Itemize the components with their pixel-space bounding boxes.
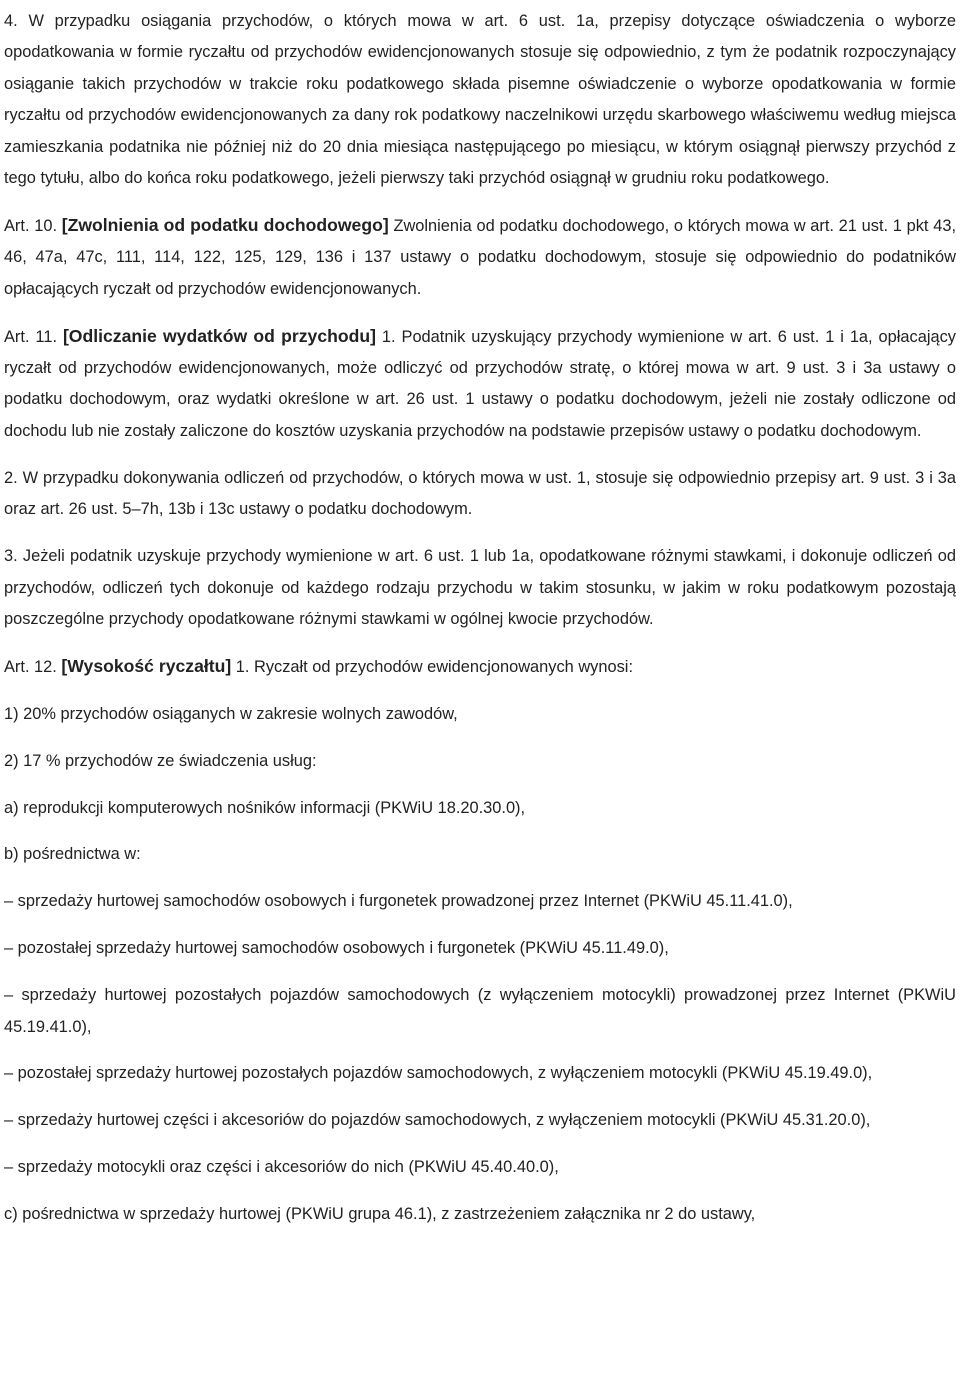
article-number: Art. 12. [4, 657, 57, 676]
article-text: 1. Ryczałt od przychodów ewidencjonowanych wynosi: [235, 657, 633, 676]
article-number: Art. 11. [4, 327, 57, 346]
paragraph-art11-2: 2. W przypadku dokonywania odliczeń od przychodów, o których mowa w ust. 1, stosuje się odpowiednio przepisy art. 9 ust. 3 i 3a oraz art. 26 ust. 5–7h, 13b i 13c ustawy o podatku dochodowym. [4, 468, 956, 519]
article-10 [4, 210, 956, 305]
article-text: 1. Podatnik uzyskujący przychody wymienione w art. 6 ust. 1 i 1a, opłacający ryczałt od przychodów ewidencjonowanych, może odliczyć od przychodów stratę, o której mowa w art. 9 ust. 3 i 3a ustawy o podatku dochodowym, oraz wydatki określone w art. 26 ust. 1 ustawy o podatku dochodowym, jeżeli nie zostały odliczone od dochodu lub nie zostały zaliczone do kosztów uzyskania przychodów na podstawie przepisów ustawy o podatku dochodowym. [4, 327, 956, 440]
list-item-1: 1) 20% przychodów osiąganych w zakresie wolnych zawodów, [4, 704, 458, 723]
article-11 [4, 321, 956, 448]
list-item-a: a) reprodukcji komputerowych nośników informacji (PKWiU 18.20.30.0), [4, 798, 526, 817]
article-heading: [Wysokość ryczałtu] [61, 655, 232, 676]
article-heading: [Odliczanie wydatków od przychodu] [62, 325, 376, 346]
article-heading: [Zwolnienia od podatku dochodowego] [61, 214, 389, 235]
list-dash-item: – sprzedaży hurtowej samochodów osobowych i furgonetek prowadzonej przez Internet (PKWiU 45.11.41.0), [4, 892, 793, 911]
paragraph-art11-3: 3. Jeżeli podatnik uzyskuje przychody wymienione w art. 6 ust. 1 lub 1a, opodatkowane różnymi stawkami, i dokonuje odliczeń od przychodów, odliczeń tych dokonuje od każdego rodzaju przychodu w takim stosunku, w jakim w roku podatkowym pozostają poszczególne przychody opodatkowane różnymi stawkami w ogólnej kwocie przychodów. [4, 547, 956, 628]
list-item-b: b) pośrednictwa w: [4, 845, 141, 864]
list-dash-item: – sprzedaży motocykli oraz części i akcesoriów do nich (PKWiU 45.40.40.0), [4, 1158, 559, 1177]
article-number: Art. 10. [4, 216, 58, 235]
list-dash-item: – pozostałej sprzedaży hurtowej pozostałych pojazdów samochodowych, z wyłączeniem motocykli (PKWiU 45.19.49.0), [4, 1064, 873, 1083]
list-item-c: c) pośrednictwa w sprzedaży hurtowej (PKWiU grupa 46.1), z zastrzeżeniem załącznika nr 2 do ustawy, [4, 1205, 756, 1224]
article-12 [4, 651, 956, 683]
list-dash-item: – pozostałej sprzedaży hurtowej samochodów osobowych i furgonetek (PKWiU 45.11.49.0), [4, 939, 669, 958]
list-dash-item: – sprzedaży hurtowej pozostałych pojazdów samochodowych (z wyłączeniem motocykli) prowadzonej przez Internet (PKWiU 45.19.41.0), [4, 986, 956, 1036]
article-text: Zwolnienia od podatku dochodowego, o których mowa w art. 21 ust. 1 pkt 43, 46, 47a, 47c, 111, 114, 122, 125, 129, 136 i 137 ustawy o podatku dochodowym, stosuje się odpowiednio do podatników opłacających ryczałt od przychodów ewidencjonowanych. [4, 216, 957, 298]
paragraph-art9-4: 4. W przypadku osiągania przychodów, o których mowa w art. 6 ust. 1a, przepisy dotyczące oświadczenia o wyborze opodatkowania w formie ryczałtu od przychodów ewidencjonowanych stosuje się odpowiednio, z tym że podatnik rozpoczynający osiąganie takich przychodów w trakcie roku podatkowego składa pisemne oświadczenie o wyborze opodatkowania w formie ryczałtu od przychodów ewidencjonowanych za dany rok podatkowy naczelnikowi urzędu skarbowego właściwemu według miejsca zamieszkania podatnika nie później niż do 20 dnia miesiąca następującego po miesiącu, w którym osiągnął pierwszy przychód z tego tytułu, albo do końca roku podatkowego, jeżeli pierwszy taki przychód osiągnął w grudniu roku podatkowego. [4, 12, 956, 188]
list-item-2: 2) 17 % przychodów ze świadczenia usług: [4, 751, 317, 770]
list-dash-item: – sprzedaży hurtowej części i akcesoriów do pojazdów samochodowych, z wyłączeniem motocykli (PKWiU 45.31.20.0), [4, 1111, 871, 1130]
